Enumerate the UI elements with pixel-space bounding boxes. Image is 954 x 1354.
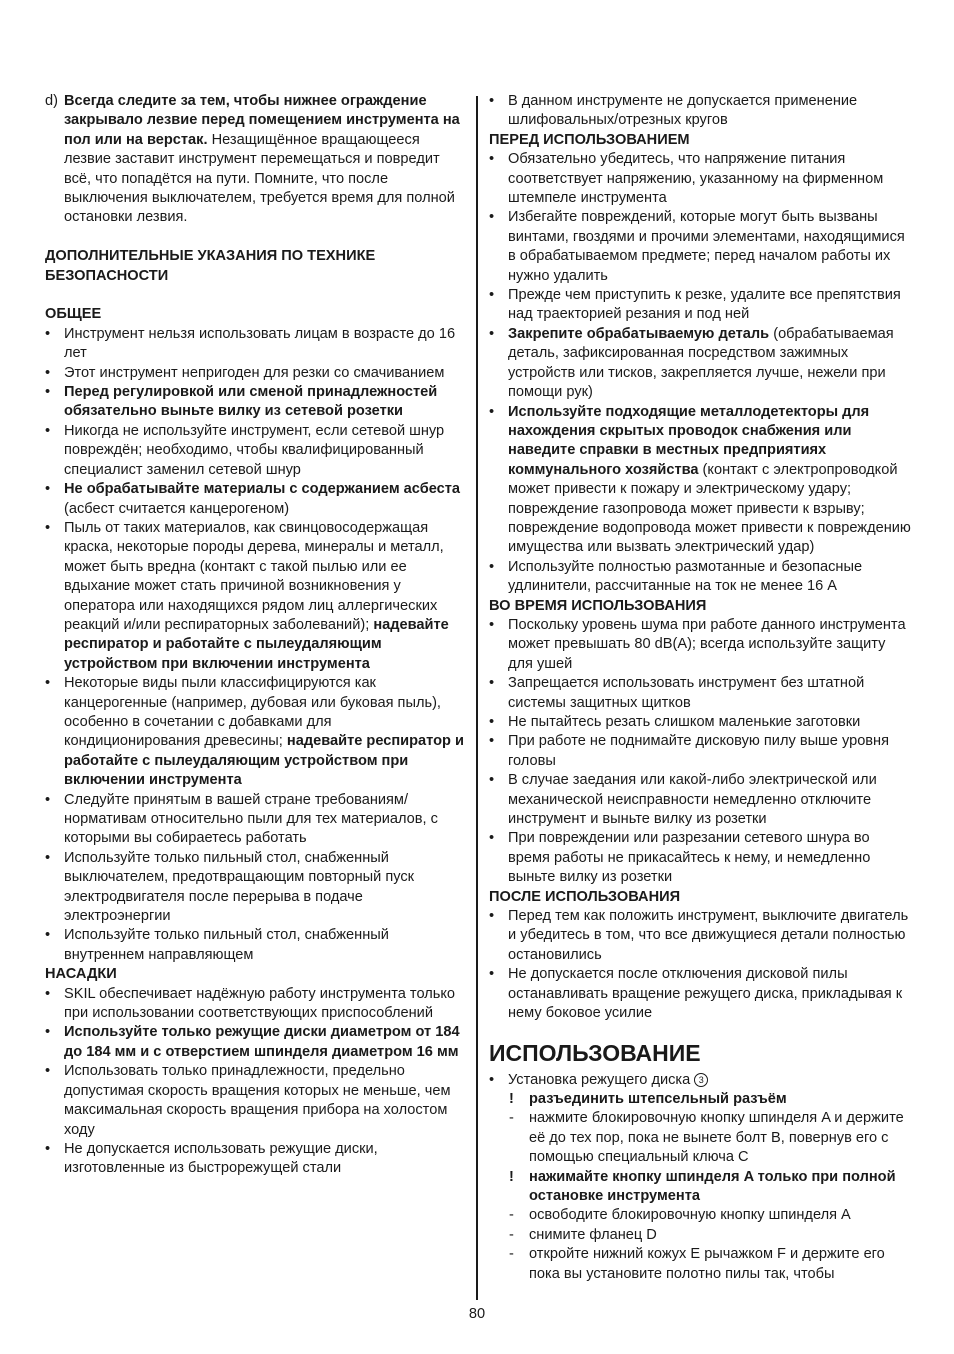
list-item: • Использовать только принадлежности, предельно допустимая скорость вращения которых не меньше, чем максимальная скорость вращения прибора на холостом ходу [45, 1063, 451, 1138]
step-item: - откройте нижний кожух E рычажком F и держите его пока вы установите полотно пилы так, чтобы [509, 1246, 885, 1282]
item-text: Незащищённое вращающееся лезвие заставит инструмент перемещаться и повредит всё, что попадётся на пути. Помните, что после выключения выключателем, требуется время для полной остановки лезвия. [64, 131, 455, 226]
list-item: • Некоторые виды пыли классифицируются как канцерогенные (например, дубовая или буковая пыль), особенно в сочетании с добавками для кондиционирования древесины; надевайте респиратор и работайте с пылеудаляющим устройством при включении инструмента [45, 675, 464, 789]
list-item: • Не допускается после отключения дисковой пилы останавливать вращение режущего диска, прикладывая к нему боковое усилие [489, 966, 903, 1022]
section-heading-general: ОБЩЕЕ [45, 306, 102, 323]
dash-icon: - [509, 1246, 514, 1263]
list-item: • Используйте только пильный стол, снабженный выключателем, предотвращающим повторный пуск электродвигателя после перерыва в подаче электроэнергии [45, 849, 415, 925]
item-bold-text: Всегда следите за тем, чтобы нижнее ограждение закрывало лезвие перед помещением инструмента на пол или на верстак. [64, 93, 460, 148]
list-item: • Избегайте повреждений, которые могут быть вызваны винтами, гвоздями и прочими элементами, находящимися в обрабатываемом предмете; перед началом работы их нужно удалить [489, 209, 905, 284]
list-item: • При повреждении или разрезании сетевого шнура во время работы не прикасайтесь к нему, и немедленно выньте вилку из розетки [489, 830, 871, 886]
list-item: • Поскольку уровень шума при работе данного инструмента может превышать 80 dB(A); всегда используйте защиту для ушей [489, 616, 906, 672]
list-item: • Этот инструмент непригоден для резки со смачиванием [45, 364, 445, 381]
column-divider [476, 96, 478, 1300]
list-item: • Перед тем как положить инструмент, выключите двигатель и убедитесь в том, что все движущиеся детали полностью остановились [489, 908, 909, 963]
list-item: • В случае заедания или какой-либо электрической или механической неисправности немедленно отключите инструмент и выньте вилку из розетки [489, 772, 877, 828]
list-item: • Никогда не используйте инструмент, если сетевой шнур повреждён; необходимо, чтобы квалифицированный специалист заменил сетевой шнур [45, 422, 445, 478]
dash-icon: - [509, 1226, 514, 1243]
section-heading-before-use: ПЕРЕД ИСПОЛЬЗОВАНИЕМ [489, 131, 690, 148]
list-item-blade-install: • Установка режущего диска 3 [489, 1071, 914, 1090]
exclamation-icon: ! [509, 1090, 514, 1107]
section-heading-during-use: ВО ВРЕМЯ ИСПОЛЬЗОВАНИЯ [489, 597, 707, 614]
page-number: 80 [468, 1306, 486, 1322]
list-item: • Используйте только пильный стол, снабженный внутреннем направляющем [45, 927, 389, 963]
list-item: • Следуйте принятым в вашей стране требованиям/ нормативам относительно пыли для тех материалов, с которыми вы собираетесь работать [45, 791, 438, 847]
right-column [489, 92, 914, 1284]
list-item: • Пыль от таких материалов, как свинцовосодержащая краска, некоторые породы дерева, минералы и металл, может быть вредна (контакт с такой пылью или ее вдыхание может стать причиной возникновения у оператора или находящихся рядом лиц аллергических реакций и/или респираторных заболеваний); надевайте респиратор и работайте с пылеудаляющим устройством при включении инструмента [45, 519, 449, 672]
safety-item-d [45, 92, 469, 228]
list-item: • Не пытайтесь резать слишком маленькие заготовки [489, 714, 861, 730]
warning-item: ! нажимайте кнопку шпинделя A только при полной остановке инструмента [509, 1168, 896, 1204]
section-heading-after-use: ПОСЛЕ ИСПОЛЬЗОВАНИЯ [489, 888, 681, 905]
list-item: • Прежде чем приступить к резке, удалите все препятствия над траекторией резания и под ней [489, 287, 901, 323]
dash-icon: - [509, 1207, 514, 1224]
list-item: • SKIL обеспечивает надёжную работу инструмента только при использовании соответствующих приспособлений [45, 985, 456, 1022]
list-item: • Используйте подходящие металлодетекторы для нахождения скрытых проводок снабжения или наведите справки в местных предприятиях коммунального хозяйства (контакт с электропроводкой может привести к пожару и электрическому удару; повреждение газопровода может привести к взрыву; повреждение водопровода может привести к повреждению имущества или вызвать электрический удар) [489, 403, 911, 556]
list-item: • Используйте полностью размотанные и безопасные удлинители, рассчитанные на ток не менее 16 А [489, 558, 863, 595]
step-item: - нажмите блокировочную кнопку шпинделя A и держите её до тех пор, пока не вынете болт B, повернув его с помощью специальный ключа C [509, 1110, 904, 1166]
list-item: • Используйте только режущие диски диаметром от 184 до 184 мм и с отверстием шпинделя диаметром 16 мм [45, 1024, 460, 1060]
list-item: • Запрещается использовать инструмент без штатной системы защитных щитков [489, 675, 865, 711]
exclamation-icon: ! [509, 1168, 514, 1185]
section-heading-extra-safety: ДОПОЛНИТЕЛЬНЫЕ УКАЗАНИЯ ПО ТЕХНИКЕ БЕЗОПАСНОСТИ [45, 248, 376, 284]
list-item: • Обязательно убедитесь, что напряжение питания соответствует напряжению, указанному на фирменном штемпеле инструмента [489, 151, 884, 207]
dash-icon: - [509, 1110, 514, 1127]
left-column [45, 92, 469, 1179]
figure-ref-badge: 3 [694, 1073, 708, 1087]
list-item: • В данном инструменте не допускается применение шлифовальных/отрезных кругов [489, 93, 858, 129]
list-item: • Перед регулировкой или сменой принадлежностей обязательно выньте вилку из сетевой розетки [45, 384, 438, 420]
list-item: • При работе не поднимайте дисковую пилу выше уровня головы [489, 733, 890, 769]
list-item: • Закрепите обрабатываемую деталь (обрабатываемая деталь, зафиксированная посредством зажимных устройств или тисков, закрепляется лучше, нежели при помощи рук) [489, 325, 894, 401]
item-label: d) [45, 93, 58, 109]
list-item: • Не допускается использовать режущие диски, изготовленные из быстрорежущей стали [45, 1140, 378, 1177]
section-title-usage: ИСПОЛЬЗОВАНИЕ [489, 1039, 701, 1066]
warning-item: ! разъединить штепсельный разъём [489, 1090, 914, 1109]
step-item: - освободите блокировочную кнопку шпинделя A [489, 1206, 914, 1225]
step-item: - снимите фланец D [489, 1226, 914, 1245]
section-heading-attachments: НАСАДКИ [45, 966, 117, 983]
list-item: • Инструмент нельзя использовать лицам в возрасте до 16 лет [45, 325, 456, 362]
list-item: • Не обрабатывайте материалы с содержанием асбеста (асбест считается канцерогеном) [45, 481, 461, 517]
